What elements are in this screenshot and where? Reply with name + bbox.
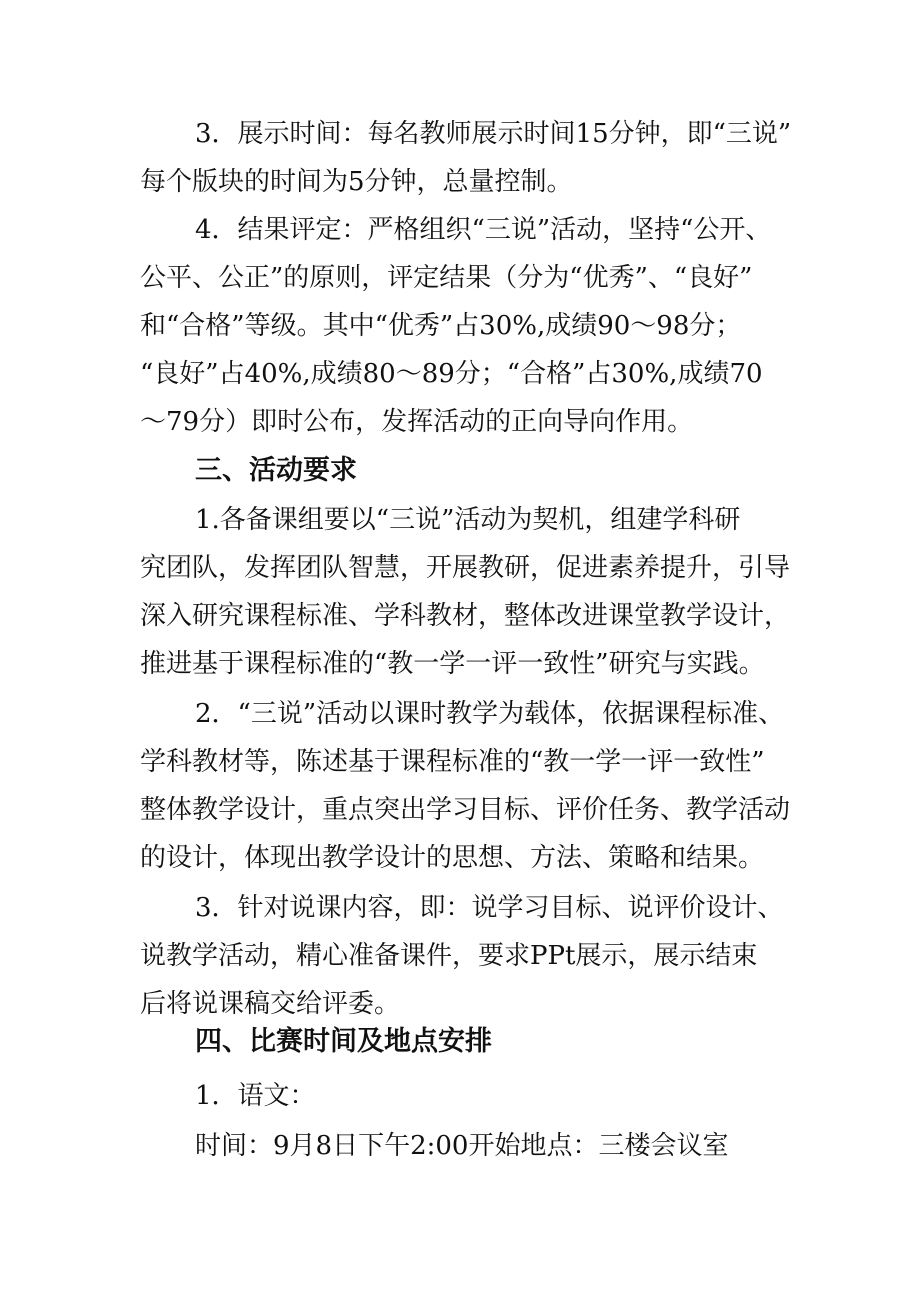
text-line: 的设计，体现出教学设计的思想、方法、策略和结果。 [140, 843, 765, 873]
section-heading-requirements: 三、活动要求 [195, 455, 357, 486]
text-line: 和“合格”等级。其中“优秀”占30%,成绩90～98分； [140, 311, 742, 341]
text-line: 学科教材等，陈述基于课程标准的“教一学一评一致性” [140, 747, 765, 777]
text-line: 2．“三说”活动以课时教学为载体，依据课程标准、 [195, 699, 785, 729]
text-line: 每个版块的时间为5分钟，总量控制。 [140, 167, 573, 197]
text-line: 整体教学设计，重点突出学习目标、评价任务、教学活动 [140, 795, 791, 825]
text-line: 究团队，发挥团队智慧，开展教研，促进素养提升，引导 [140, 553, 791, 583]
paragraph-chinese-subject [140, 1072, 800, 1120]
text-line: 1.各备课组要以“三说”活动为契机，组建学科研 [195, 505, 741, 535]
text-line: 1．语文： [195, 1081, 316, 1111]
paragraph-display-time [140, 110, 800, 206]
text-line: 3．针对说课内容，即：说学习目标、说评价设计、 [195, 893, 784, 923]
paragraph-requirement-2 [140, 690, 800, 882]
text-line: ～79分）即时公布，发挥活动的正向导向作用。 [140, 407, 694, 437]
text-line: 3．展示时间：每名教师展示时间15分钟，即“三说” [195, 119, 792, 149]
text-line: 公平、公正”的原则，评定结果（分为“优秀”、“良好” [140, 263, 753, 293]
paragraph-time-location [140, 1122, 800, 1170]
text-line: 推进基于课程标准的“教一学一评一致性”研究与实践。 [140, 649, 765, 679]
section-heading-schedule: 四、比赛时间及地点安排 [195, 1026, 492, 1057]
paragraph-result-evaluation [140, 206, 800, 446]
text-line: 4．结果评定：严格组织“三说”活动，坚持“公开、 [195, 215, 772, 245]
text-line: “良好”占40%,成绩80～89分；“合格”占30%,成绩70 [140, 359, 763, 389]
text-line: 时间：9月8日下午2:00开始地点：三楼会议室 [195, 1131, 729, 1161]
text-line: 深入研究课程标准、学科教材，整体改进课堂教学设计， [140, 601, 791, 631]
text-line: 说教学活动，精心准备课件，要求PPt展示，展示结束 [140, 941, 758, 971]
paragraph-requirement-3 [140, 884, 800, 1028]
paragraph-requirement-1 [140, 496, 800, 688]
text-line: 后将说课稿交给评委。 [140, 989, 401, 1019]
